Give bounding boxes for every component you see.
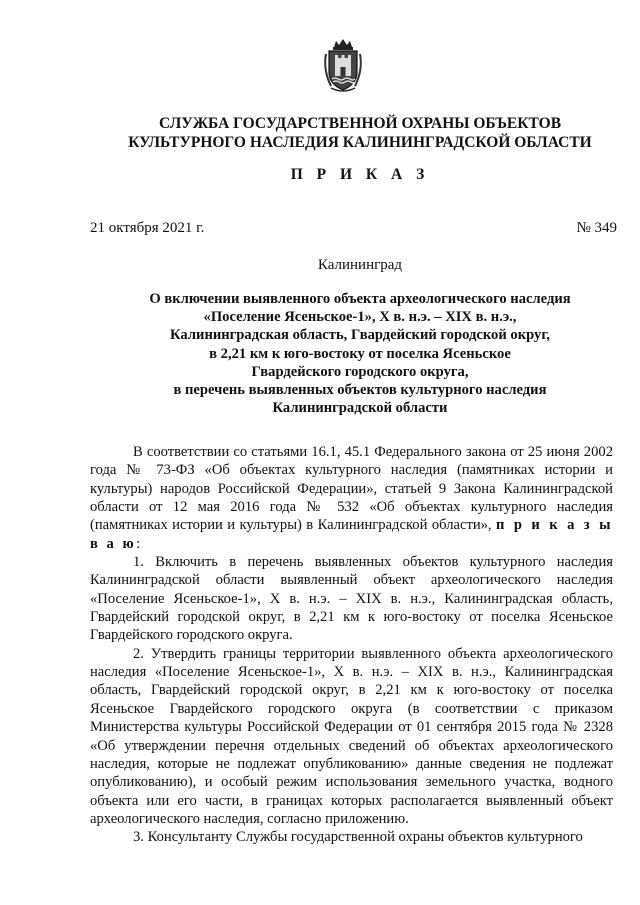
title-line: Гвардейского городского округа, <box>251 363 469 380</box>
title-line: в перечень выявленных объектов культурного наследия <box>173 382 547 399</box>
item-3-paragraph: 3. Консультанту Службы государственной охраны объектов культурного <box>133 829 583 846</box>
title-line: в 2,21 км к юго-востоку от поселка Ясеньское <box>209 345 511 362</box>
document-title <box>80 290 640 417</box>
preamble-paragraph <box>90 443 613 553</box>
organization-name <box>80 114 640 152</box>
organization-line-1: СЛУЖБА ГОСУДАРСТВЕННОЙ ОХРАНЫ ОБЪЕКТОВ <box>158 115 562 132</box>
title-line: О включении выявленного объекта археологического наследия <box>149 291 571 307</box>
order-word: п р и к а з ы в а ю <box>90 517 613 552</box>
document-type: П Р И К А З <box>290 166 430 183</box>
title-line: Калининградской области <box>272 400 448 417</box>
item-1-paragraph: 1. Включить в перечень выявленных объектов культурного наследия Калининградской области выявленный объект археологического наследия «Поселение Ясеньское-1», X в. н.э. – XIX в. н.э., Калининградская область, Гвардейский городской округ, в 2,21 км к юго-востоку от поселка Ясеньское Гвардейского городского округа. <box>90 554 613 644</box>
document-city: Калининград <box>317 257 403 273</box>
title-line: «Поселение Ясеньское-1», X в. н.э. – XIX в. н.э., <box>203 309 517 326</box>
organization-line-2: КУЛЬТУРНОГО НАСЛЕДИЯ КАЛИНИНГРАДСКОЙ ОБЛАСТИ <box>128 134 592 151</box>
document-date: 21 октября 2021 г. <box>90 220 205 236</box>
order-colon: : <box>136 535 141 552</box>
document-body <box>90 443 613 847</box>
document-number: № 349 <box>576 220 617 236</box>
item-2-paragraph: 2. Утвердить границы территории выявленного объекта археологического наследия «Поселение Ясеньское-1», X в. н.э. – XIX в. н.э., Калининградская область, Гвардейский городской округ, в 2,21 км к юго-востоку от поселка Ясеньское Гвардейского городского округа (в соответствии с приказом Министерства культуры Российской Федерации от 01 сентября 2015 года № 2328 «Об утверждении перечня отдельных сведений об объектах археологического наследия, которые не подлежат опубликованию» данные сведения не подлежат опубликованию), и особый режим использования земельного участка, водного объекта или его части, в границах которых располагается выявленный объект археологического наследия, согласно приложению. <box>90 645 613 827</box>
coat-of-arms-icon <box>321 38 365 94</box>
preamble-text: В соответствии со статьями 16.1, 45.1 Федерального закона от 25 июня 2002 года № 73-ФЗ «Об объектах культурного наследия (памятниках истории и культуры) народов Российской Федерации», статьей 9 Закона Калининградской области от 12 мая 2016 года № 532 «Об объектах культурного наследия (памятниках истории и культуры) в Калининградской области», <box>90 444 613 534</box>
title-line: Калининградская область, Гвардейский городской округ, <box>170 327 550 344</box>
